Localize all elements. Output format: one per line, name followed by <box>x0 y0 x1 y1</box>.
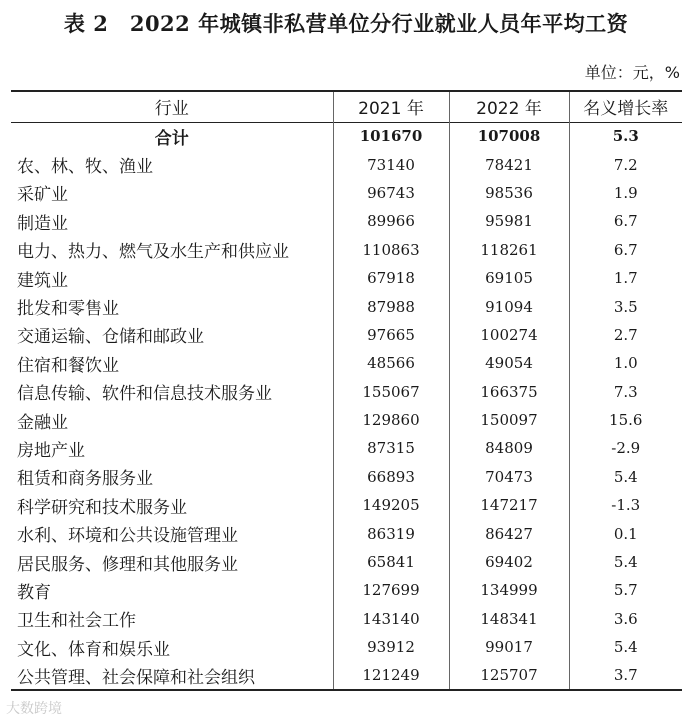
total-label: 合计 <box>154 128 189 149</box>
industry-name: 制造业 <box>17 213 68 234</box>
header-row <box>11 91 682 122</box>
wage-2022: 150097 <box>449 406 569 434</box>
wage-2022: 147217 <box>449 491 569 519</box>
industry-name: 居民服务、修理和其他服务业 <box>17 554 238 575</box>
growth-rate: 1.7 <box>569 264 682 292</box>
header-industry: 行业 <box>154 99 189 120</box>
growth-rate: 15.6 <box>569 406 682 434</box>
table-row <box>11 179 682 207</box>
table-row <box>11 519 682 547</box>
wage-2021: 155067 <box>333 378 449 406</box>
wage-2021: 110863 <box>333 236 449 264</box>
wage-2022: 100274 <box>449 321 569 349</box>
header-growth: 名义增长率 <box>569 91 682 122</box>
growth-rate: 0.1 <box>569 519 682 547</box>
table-row <box>11 463 682 491</box>
table-row <box>11 264 682 292</box>
wage-2022: 134999 <box>449 576 569 604</box>
wage-2022: 98536 <box>449 179 569 207</box>
table-row <box>11 406 682 434</box>
wage-2022: 91094 <box>449 292 569 320</box>
industry-name: 水利、环境和公共设施管理业 <box>17 526 238 547</box>
total-growth: 5.3 <box>569 122 682 150</box>
table-row <box>11 633 682 661</box>
wage-2022: 49054 <box>449 349 569 377</box>
growth-rate: -1.3 <box>569 491 682 519</box>
wage-2022: 69105 <box>449 264 569 292</box>
growth-rate: 6.7 <box>569 236 682 264</box>
growth-rate: 3.7 <box>569 661 682 689</box>
wage-2021: 121249 <box>333 661 449 689</box>
wage-2022: 86427 <box>449 519 569 547</box>
wage-2022: 166375 <box>449 378 569 406</box>
table-row <box>11 321 682 349</box>
industry-name: 卫生和社会工作 <box>17 611 136 632</box>
wage-2021: 127699 <box>333 576 449 604</box>
table-row <box>11 661 682 689</box>
watermark-text: 大数跨境 <box>6 701 62 717</box>
growth-rate: 7.2 <box>569 150 682 178</box>
growth-rate: 3.5 <box>569 292 682 320</box>
wage-2021: 86319 <box>333 519 449 547</box>
wage-2021: 66893 <box>333 463 449 491</box>
wage-2022: 69402 <box>449 548 569 576</box>
wage-2021: 143140 <box>333 605 449 633</box>
wage-2022: 95981 <box>449 207 569 235</box>
table-row <box>11 548 682 576</box>
total-2021: 101670 <box>333 122 449 150</box>
wage-2021: 93912 <box>333 633 449 661</box>
industry-name: 公共管理、社会保障和社会组织 <box>17 667 255 688</box>
total-2022: 107008 <box>449 122 569 150</box>
industry-name: 农、林、牧、渔业 <box>17 157 153 178</box>
table-row <box>11 236 682 264</box>
growth-rate: 3.6 <box>569 605 682 633</box>
table-row <box>11 349 682 377</box>
table-row <box>11 150 682 178</box>
industry-name: 房地产业 <box>17 440 85 461</box>
wage-2022: 84809 <box>449 434 569 462</box>
growth-rate: 6.7 <box>569 207 682 235</box>
industry-name: 采矿业 <box>17 185 68 206</box>
header-2022: 2022 年 <box>449 91 569 122</box>
growth-rate: 5.4 <box>569 548 682 576</box>
industry-name: 教育 <box>17 582 51 603</box>
table-row <box>11 491 682 519</box>
wage-2022: 70473 <box>449 463 569 491</box>
wage-2021: 89966 <box>333 207 449 235</box>
wage-2021: 87315 <box>333 434 449 462</box>
table-row <box>11 434 682 462</box>
industry-name: 文化、体育和娱乐业 <box>17 639 170 660</box>
growth-rate: 2.7 <box>569 321 682 349</box>
wage-2021: 149205 <box>333 491 449 519</box>
wage-2022: 99017 <box>449 633 569 661</box>
wage-2021: 96743 <box>333 179 449 207</box>
growth-rate: -2.9 <box>569 434 682 462</box>
industry-name: 电力、热力、燃气及水生产和供应业 <box>17 242 289 263</box>
industry-name: 住宿和餐饮业 <box>17 355 119 376</box>
industry-name: 批发和零售业 <box>17 299 119 320</box>
header-2021: 2021 年 <box>333 91 449 122</box>
industry-name: 建筑业 <box>17 270 68 291</box>
table-title: 表 2 2022 年城镇非私营单位分行业就业人员年平均工资 <box>63 11 629 36</box>
wage-2021: 129860 <box>333 406 449 434</box>
growth-rate: 1.9 <box>569 179 682 207</box>
industry-name: 信息传输、软件和信息技术服务业 <box>17 384 272 405</box>
wage-2022: 125707 <box>449 661 569 689</box>
table-row <box>11 378 682 406</box>
growth-rate: 5.7 <box>569 576 682 604</box>
wage-2021: 67918 <box>333 264 449 292</box>
unit-label: 单位：元，% <box>584 63 680 82</box>
wage-2021: 97665 <box>333 321 449 349</box>
table-row <box>11 207 682 235</box>
total-row <box>11 122 682 150</box>
wage-2022: 148341 <box>449 605 569 633</box>
industry-name: 金融业 <box>17 412 68 433</box>
wage-2021: 48566 <box>333 349 449 377</box>
industry-name: 租赁和商务服务业 <box>17 469 153 490</box>
table-row <box>11 576 682 604</box>
growth-rate: 7.3 <box>569 378 682 406</box>
table-row <box>11 605 682 633</box>
industry-name: 交通运输、仓储和邮政业 <box>17 327 204 348</box>
wage-2021: 73140 <box>333 150 449 178</box>
wage-table <box>11 90 682 691</box>
wage-2022: 118261 <box>449 236 569 264</box>
growth-rate: 5.4 <box>569 633 682 661</box>
wage-2021: 65841 <box>333 548 449 576</box>
industry-name: 科学研究和技术服务业 <box>17 497 187 518</box>
growth-rate: 1.0 <box>569 349 682 377</box>
growth-rate: 5.4 <box>569 463 682 491</box>
wage-2022: 78421 <box>449 150 569 178</box>
table-row <box>11 292 682 320</box>
wage-2021: 87988 <box>333 292 449 320</box>
